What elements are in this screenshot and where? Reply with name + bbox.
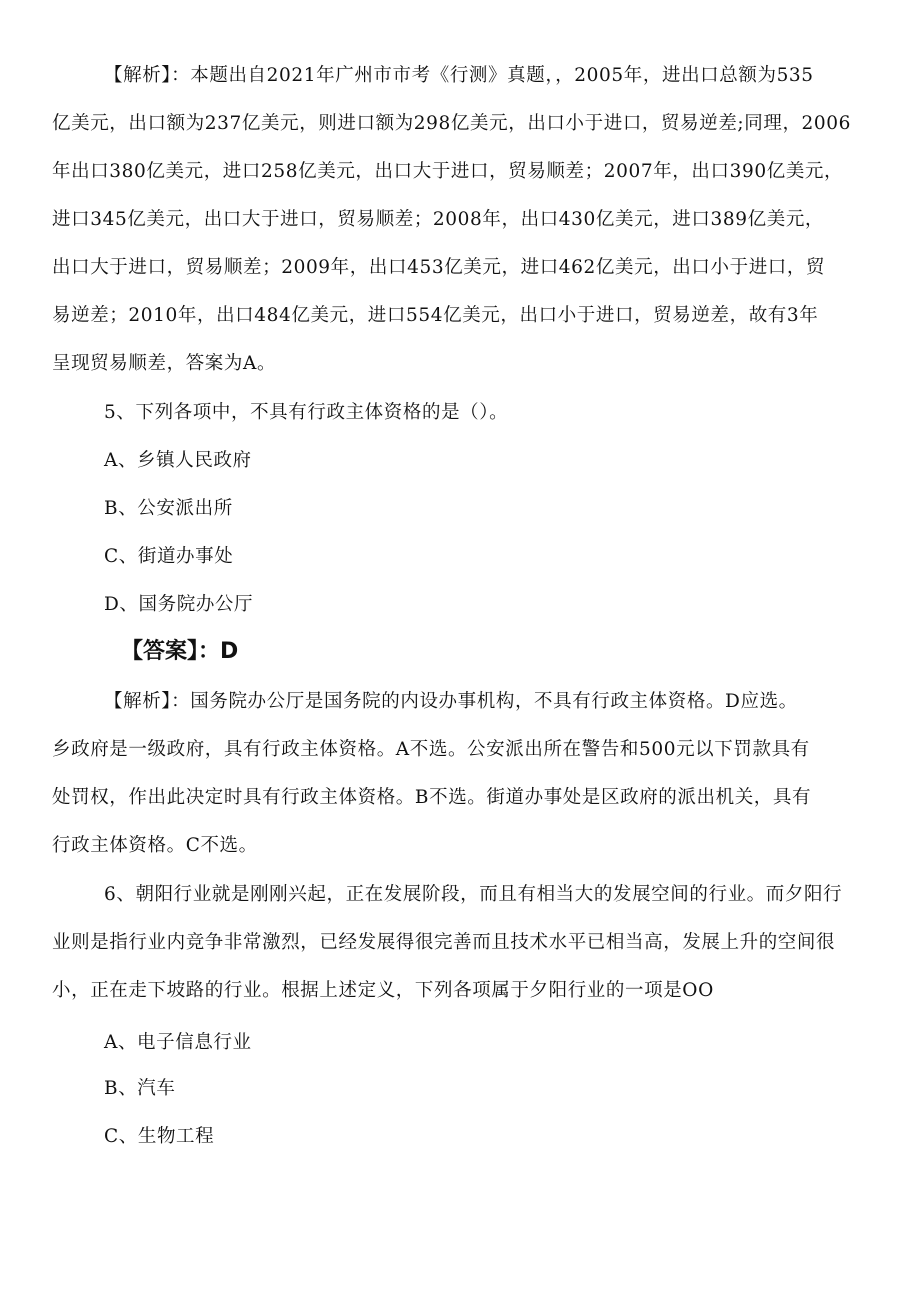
q4-analysis-line-6: 易逆差；2010年，出口484亿美元，进口554亿美元，出口小于进口，贸易逆差，故有3年 <box>52 305 819 326</box>
q5-analysis-line-3: 处罚权，作出此决定时具有行政主体资格。B不选。街道办事处是区政府的派出机关，具有 <box>52 787 812 808</box>
q5-analysis-line-1: 【解析】：国务院办公厅是国务院的内设办事机构，不具有行政主体资格。D应选。 <box>104 691 798 712</box>
q5-option-c: C、街道办事处 <box>104 546 234 567</box>
q5-analysis-line-4: 行政主体资格。C不选。 <box>52 835 258 856</box>
q5-option-a: A、乡镇人民政府 <box>104 450 252 471</box>
q4-analysis-line-7: 呈现贸易顺差，答案为A。 <box>52 353 277 374</box>
q6-question-line-1: 6、朝阳行业就是刚刚兴起，正在发展阶段，而且有相当大的发展空间的行业。而夕阳行 <box>104 884 843 905</box>
q4-analysis-line-3: 年出口380亿美元，进口258亿美元，出口大于进口，贸易顺差；2007年，出口390亿美元， <box>52 161 844 182</box>
q5-option-b: B、公安派出所 <box>104 498 233 519</box>
q6-question-line-2: 业则是指行业内竞争非常激烈，已经发展得很完善而且技术水平已相当高，发展上升的空间很 <box>52 932 836 953</box>
q4-analysis-line-4: 进口345亿美元，出口大于进口，贸易顺差；2008年，出口430亿美元，进口389亿美元， <box>52 209 825 230</box>
q6-option-c: C、生物工程 <box>104 1126 215 1147</box>
q5-question: 5、下列各项中，不具有行政主体资格的是（）。 <box>104 402 509 423</box>
q6-question-line-3: 小，正在走下坡路的行业。根据上述定义，下列各项属于夕阳行业的一项是OO <box>52 980 714 1001</box>
q4-analysis-line-1: 【解析】：本题出自2021年广州市市考《行测》真题，，2005年，进出口总额为535 <box>104 65 814 86</box>
q5-answer: 【答案】：D <box>121 639 239 664</box>
q5-option-d: D、国务院办公厅 <box>104 594 254 615</box>
q6-option-b: B、汽车 <box>104 1078 176 1099</box>
q4-analysis-line-5: 出口大于进口，贸易顺差；2009年，出口453亿美元，进口462亿美元，出口小于进口，贸 <box>52 257 826 278</box>
q6-option-a: A、电子信息行业 <box>104 1032 252 1053</box>
q5-analysis-line-2: 乡政府是一级政府，具有行政主体资格。A不选。公安派出所在警告和500元以下罚款具有 <box>52 739 810 760</box>
q4-analysis-line-2: 亿美元，出口额为237亿美元，则进口额为298亿美元，出口小于进口，贸易逆差;同理，2006 <box>52 113 852 134</box>
